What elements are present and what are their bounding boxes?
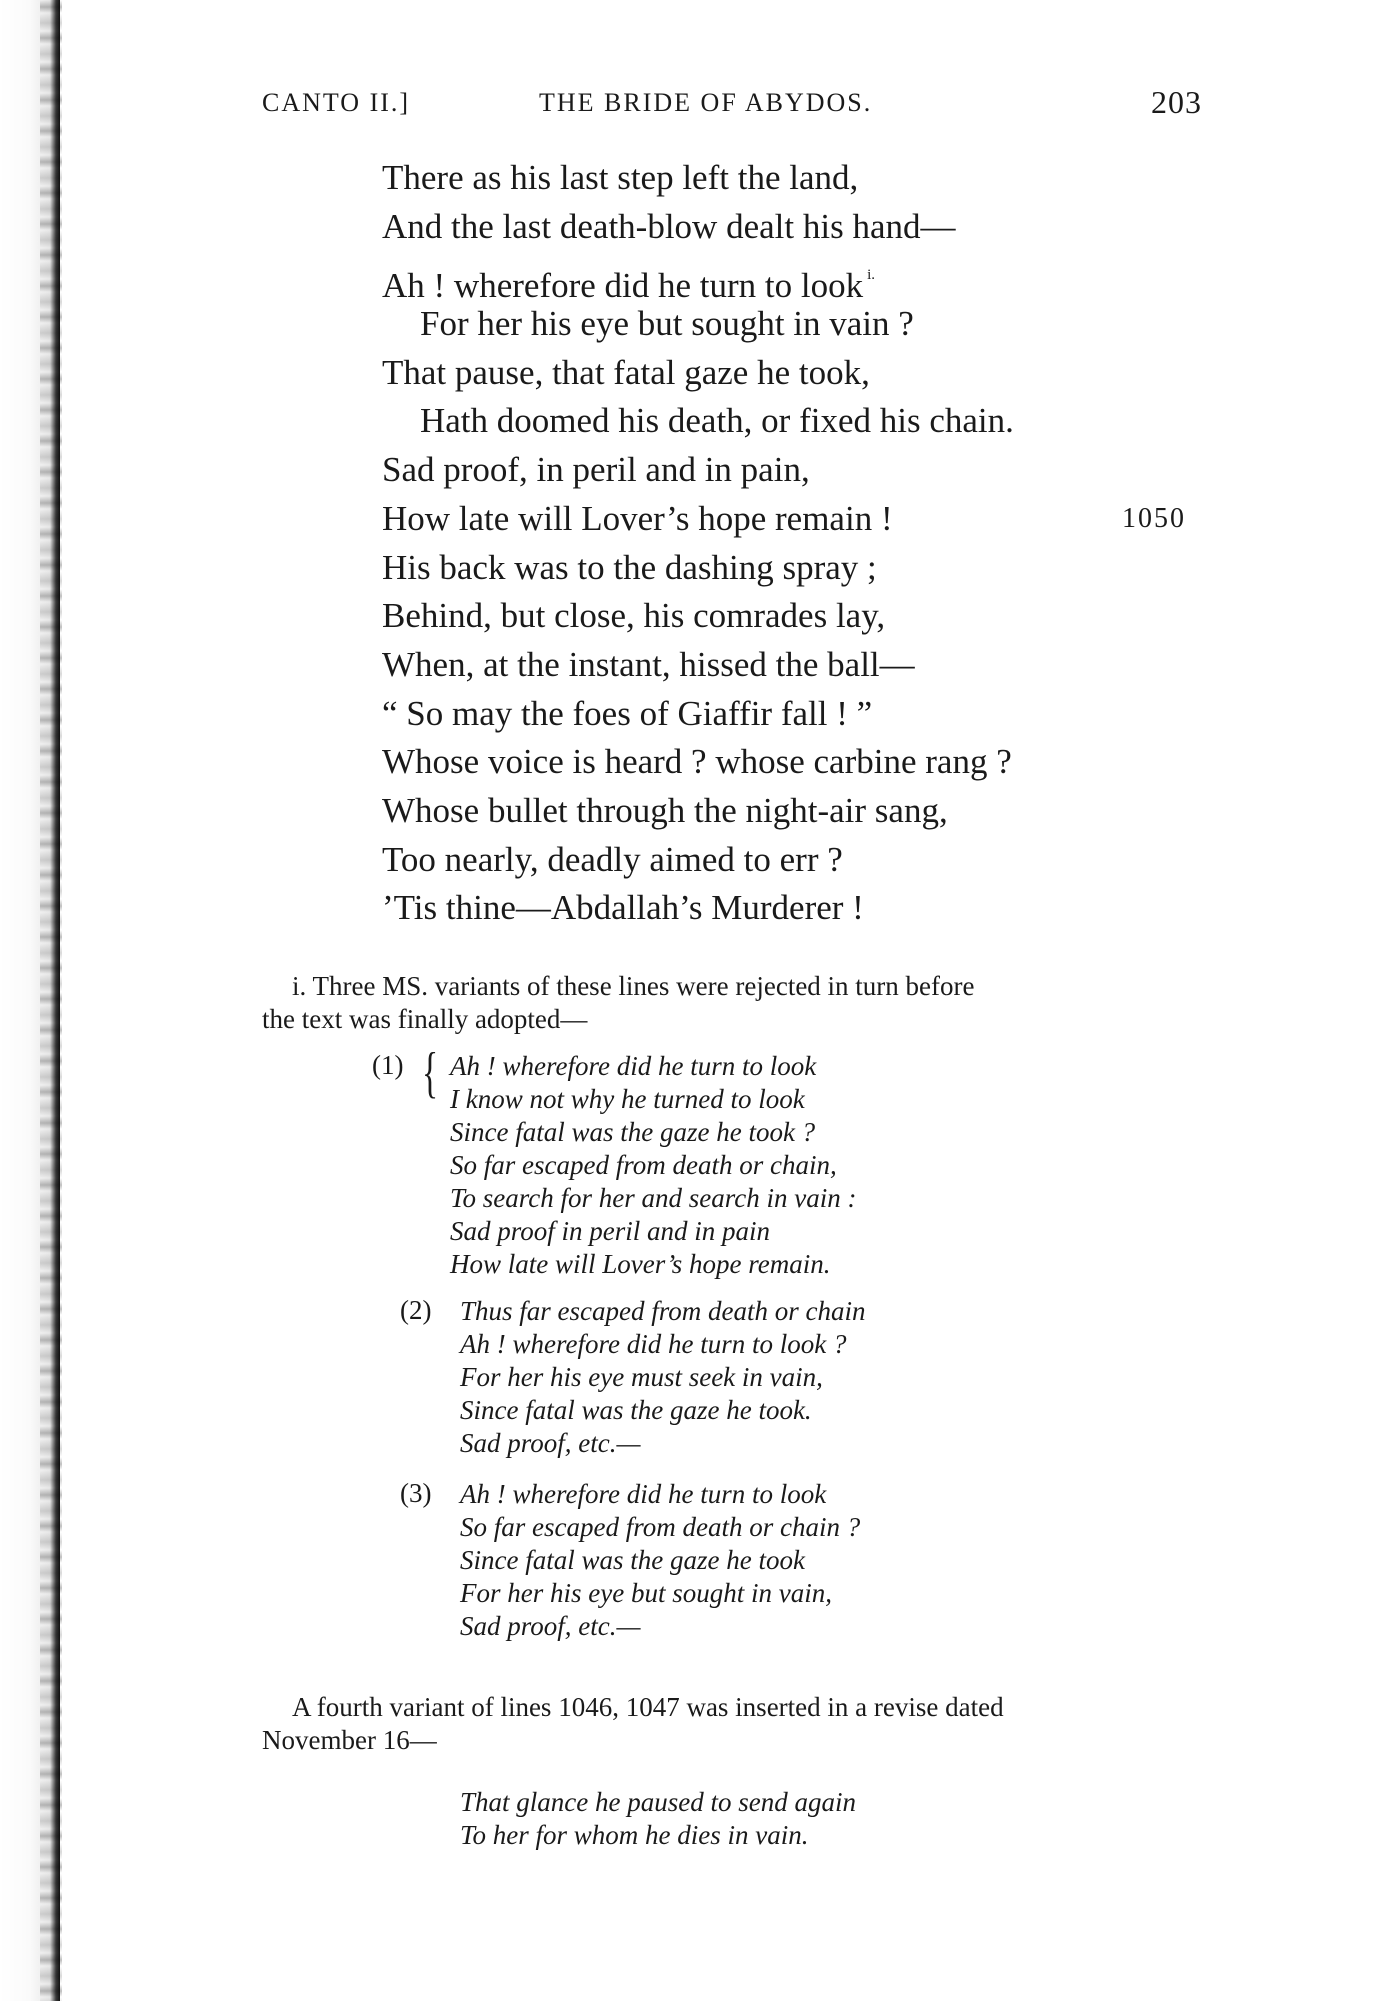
poem-line: Hath doomed his death, or fixed his chain. <box>420 401 1014 441</box>
variant-line: To search for her and search in vain : <box>450 1183 857 1213</box>
variant-line: Since fatal was the gaze he took <box>460 1545 805 1575</box>
poem-line: Sad proof, in peril and in pain, <box>382 450 810 490</box>
fourth-variant-note <box>262 1691 1202 1757</box>
canto-label: CANTO II.] <box>262 88 411 117</box>
variant-line: Ah ! wherefore did he turn to look <box>450 1051 817 1081</box>
poem-line: His back was to the dashing spray ; <box>382 547 877 587</box>
poem-line: Whose bullet through the night-air sang, <box>382 790 948 830</box>
fourth-variant-line: November 16— <box>262 1725 437 1755</box>
poem-line: Whose voice is heard ? whose carbine rang ? <box>382 742 1012 782</box>
line-number: 1050 <box>1122 502 1186 534</box>
variant-4 <box>460 1786 856 1852</box>
variant-line: So far escaped from death or chain ? <box>460 1512 861 1542</box>
variant-line: Ah ! wherefore did he turn to look <box>460 1479 827 1509</box>
page-number: 203 <box>1151 84 1202 120</box>
fourth-variant-line: A fourth variant of lines 1046, 1047 was inserted in a revise dated <box>292 1692 1004 1722</box>
variant-line: Thus far escaped from death or chain <box>460 1296 866 1326</box>
poem-body <box>382 154 1242 933</box>
variant-2 <box>460 1295 865 1460</box>
variant-line: That glance he paused to send again <box>460 1787 856 1817</box>
brace-glyph: { <box>422 1042 439 1104</box>
poem-line: Behind, but close, his comrades lay, <box>382 596 886 636</box>
variant-1 <box>450 1050 856 1281</box>
footnote-marker: i. <box>867 267 876 284</box>
running-header <box>262 84 1202 128</box>
variant-line: Ah ! wherefore did he turn to look ? <box>460 1329 847 1359</box>
variant-line: How late will Lover’s hope remain. <box>450 1249 831 1279</box>
variant-line: For her his eye must seek in vain, <box>460 1362 823 1392</box>
variant-line: So far escaped from death or chain, <box>450 1150 837 1180</box>
poem-line: Too nearly, deadly aimed to err ? <box>382 839 843 879</box>
binding-shadow <box>40 0 62 2001</box>
footnote-intro-line: i. Three MS. variants of these lines were rejected in turn before <box>292 971 975 1001</box>
variant-label: (3) <box>400 1478 432 1508</box>
variant-label: (2) <box>400 1295 432 1325</box>
variant-line: For her his eye but sought in vain, <box>460 1578 832 1608</box>
variant-line: Sad proof in peril and in pain <box>450 1216 771 1246</box>
poem-line: That pause, that fatal gaze he took, <box>382 352 870 392</box>
poem-line: ’Tis thine—Abdallah’s Murderer ! <box>382 888 864 928</box>
variant-line: Since fatal was the gaze he took. <box>460 1395 812 1425</box>
footnote-intro <box>262 970 1202 1036</box>
variant-line: Sad proof, etc.— <box>460 1428 641 1458</box>
footnote-intro-line: the text was finally adopted— <box>262 1004 588 1034</box>
variant-line: Since fatal was the gaze he took ? <box>450 1117 816 1147</box>
book-title: THE BRIDE OF ABYDOS. <box>539 88 873 117</box>
poem-line: “ So may the foes of Giaffir fall ! ” <box>382 693 873 733</box>
variant-3 <box>460 1478 860 1643</box>
variant-label: (1) <box>372 1050 404 1080</box>
poem-line: There as his last step left the land, <box>382 158 859 197</box>
poem-line: And the last death-blow dealt his hand— <box>382 206 956 246</box>
poem-line: When, at the instant, hissed the ball— <box>382 644 915 684</box>
variant-line: I know not why he turned to look <box>450 1084 805 1114</box>
variant-line: To her for whom he dies in vain. <box>460 1820 809 1850</box>
poem-line: For her his eye but sought in vain ? <box>420 304 914 344</box>
poem-line: How late will Lover’s hope remain ! 1050 <box>382 495 1242 544</box>
variant-line: Sad proof, etc.— <box>460 1611 641 1641</box>
poem-line: Ah ! wherefore did he turn to look $^{i.}$ <box>382 266 876 306</box>
